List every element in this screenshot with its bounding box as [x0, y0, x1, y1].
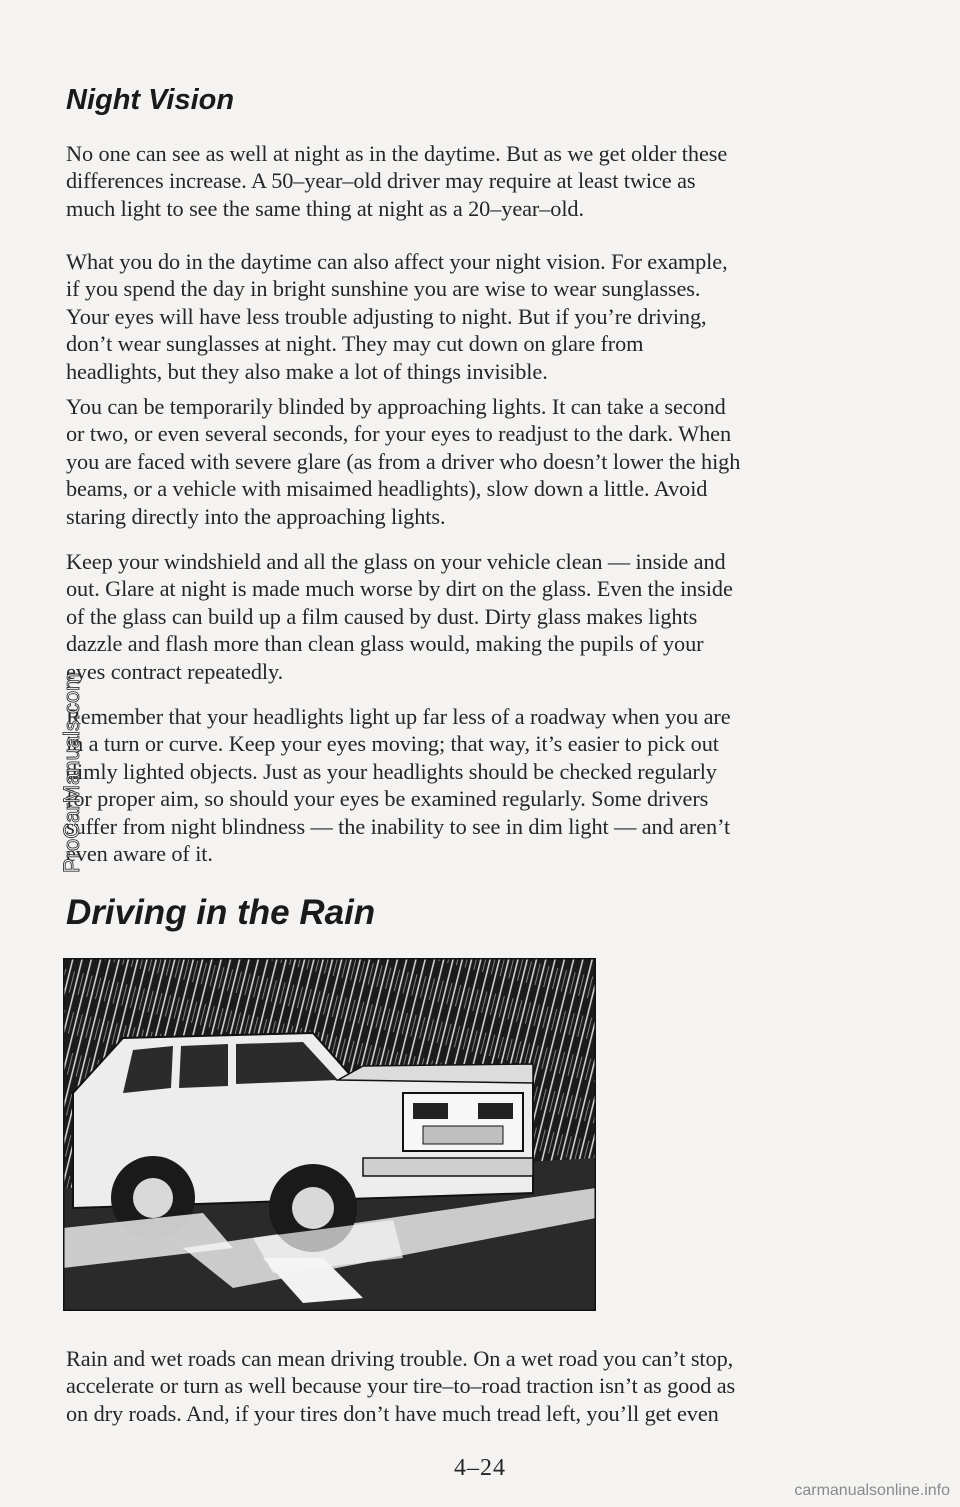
text-line: out. Glare at night is made much worse by dirt on the glass. Even the inside [66, 576, 733, 602]
text-line: for proper aim, so should your eyes be examined regularly. Some drivers [66, 786, 709, 812]
text-line: don’t wear sunglasses at night. They may cut down on glare from [66, 331, 644, 357]
rain-vehicle-illustration [63, 958, 596, 1311]
section-heading-night-vision: Night Vision [66, 84, 235, 116]
text-line: even aware of it. [66, 841, 213, 867]
side-watermark-text: ProCarManuals.com [59, 672, 84, 873]
text-line: you are faced with severe glare (as from a driver who doesn’t lower the high [66, 448, 741, 474]
side-watermark [59, 615, 85, 875]
footer-watermark: carmanualsonline.info [794, 1482, 950, 1499]
text-line: suffer from night blindness — the inability to see in dim light — and aren’t [66, 813, 731, 839]
text-line: eyes contract repeatedly. [66, 658, 284, 684]
text-line: beams, or a vehicle with misaimed headlights), slow down a little. Avoid [66, 476, 708, 502]
text-line: Your eyes will have less trouble adjusting to night. But if you’re driving, [66, 303, 707, 329]
text-line: No one can see as well at night as in the daytime. But as we get older these [66, 141, 728, 166]
paragraph-night-vision-2 [66, 248, 866, 385]
text-line: on dry roads. And, if your tires don’t have much tread left, you’ll get even [66, 1400, 719, 1426]
text-line: if you spend the day in bright sunshine you are wise to wear sunglasses. [66, 276, 701, 302]
paragraph-night-vision-1 [66, 140, 866, 222]
text-line: or two, or even several seconds, for your eyes to readjust to the dark. When [66, 421, 732, 447]
text-line: Keep your windshield and all the glass on your vehicle clean — inside and [66, 549, 726, 574]
paragraph-night-vision-4 [66, 548, 866, 685]
text-line: Remember that your headlights light up far less of a roadway when you are [66, 704, 731, 729]
text-line: differences increase. A 50–year–old driver may require at least twice as [66, 168, 696, 194]
text-line: dimly lighted objects. Just as your headlights should be checked regularly [66, 758, 717, 784]
paragraph-night-vision-3 [66, 393, 866, 530]
text-line: You can be temporarily blinded by approaching lights. It can take a second [66, 394, 726, 419]
paragraph-driving-rain-1 [66, 1345, 866, 1427]
text-line: accelerate or turn as well because your tire–to–road traction isn’t as good as [66, 1373, 736, 1399]
text-line: What you do in the daytime can also affect your night vision. For example, [66, 249, 728, 274]
text-line: Rain and wet roads can mean driving trouble. On a wet road you can’t stop, [66, 1346, 734, 1371]
paragraph-night-vision-5 [66, 703, 866, 867]
text-line: of the glass can build up a film caused by dust. Dirty glass makes lights [66, 603, 698, 629]
page-number: 4–24 [454, 1455, 506, 1481]
text-line: staring directly into the approaching lights. [66, 503, 446, 529]
text-line: much light to see the same thing at night as a 20–year–old. [66, 195, 584, 221]
section-heading-driving-rain: Driving in the Rain [66, 893, 376, 932]
text-line: dazzle and flash more than clean glass would, making the pupils of your [66, 631, 704, 657]
text-line: headlights, but they also make a lot of things invisible. [66, 358, 548, 384]
text-line: in a turn or curve. Keep your eyes moving; that way, it’s easier to pick out [66, 731, 719, 757]
